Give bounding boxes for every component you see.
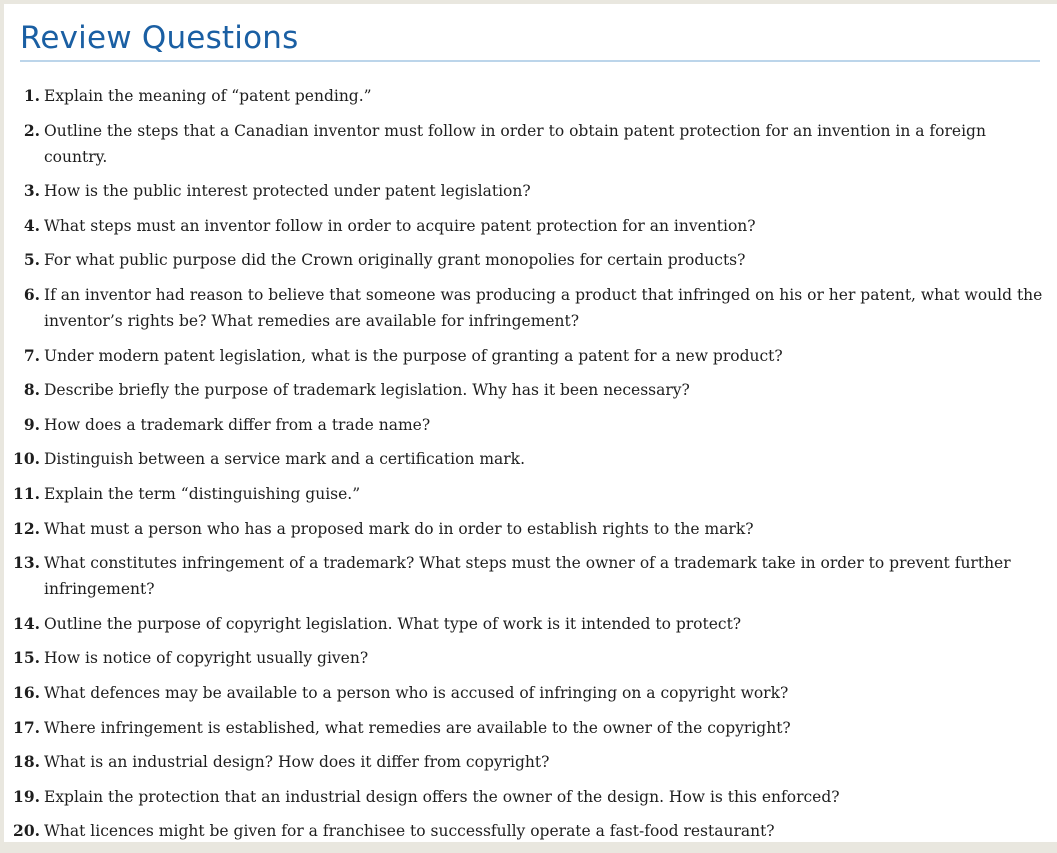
question-number: 5. xyxy=(23,250,40,270)
question-item xyxy=(4,412,1054,438)
question-item xyxy=(4,178,1054,204)
question-text: What licences might be given for a franchisee to successfully operate a fast-food restaurant? xyxy=(44,822,775,841)
question-item xyxy=(4,611,1054,637)
question-number: 15. xyxy=(13,648,40,668)
question-text: How is notice of copyright usually given? xyxy=(44,649,369,668)
question-item xyxy=(4,247,1054,273)
question-number: 4. xyxy=(23,215,40,235)
question-number: 1. xyxy=(23,86,40,105)
review-questions-list xyxy=(4,83,1054,853)
question-text: How is the public interest protected under patent legislation? xyxy=(44,182,531,201)
question-number: 3. xyxy=(23,181,40,201)
question-item xyxy=(4,550,1054,602)
question-text: Where infringement is established, what remedies are available to the owner of the copyright? xyxy=(44,718,791,737)
question-item xyxy=(4,516,1054,542)
question-text: Distinguish between a service mark and a certification mark. xyxy=(44,450,525,469)
question-number: 19. xyxy=(13,786,40,806)
question-number: 6. xyxy=(23,284,40,304)
question-item xyxy=(4,446,1054,472)
question-text: Describe briefly the purpose of trademark legislation. Why has it been necessary? xyxy=(44,381,690,400)
question-item xyxy=(4,481,1054,507)
question-number: 10. xyxy=(13,449,40,469)
question-item xyxy=(4,343,1054,369)
question-item xyxy=(4,377,1054,403)
question-number: 13. xyxy=(13,553,40,573)
question-text: Explain the protection that an industrial design offers the owner of the design. How is this enforced? xyxy=(44,787,840,806)
question-number: 7. xyxy=(23,345,40,365)
document-page xyxy=(4,4,1057,842)
section-title: Review Questions xyxy=(20,20,299,56)
question-item xyxy=(4,118,1054,170)
question-item xyxy=(4,680,1054,706)
question-item xyxy=(4,749,1054,775)
question-text: Explain the meaning of “patent pending.” xyxy=(44,87,372,105)
question-text: Explain the term “distinguishing guise.” xyxy=(44,484,361,503)
question-item xyxy=(4,282,1054,334)
question-text: What steps must an inventor follow in order to acquire patent protection for an invention? xyxy=(44,216,756,235)
question-text: What must a person who has a proposed mark do in order to establish rights to the mark? xyxy=(44,519,754,538)
question-item xyxy=(4,213,1054,239)
question-text: How does a trademark differ from a trade name? xyxy=(44,415,431,434)
question-number: 18. xyxy=(13,752,40,772)
question-item xyxy=(4,645,1054,671)
question-number: 11. xyxy=(13,483,40,503)
question-number: 20. xyxy=(13,821,40,841)
title-divider xyxy=(20,60,1040,62)
question-text: What defences may be available to a person who is accused of infringing on a copyright work? xyxy=(44,683,789,702)
question-number: 16. xyxy=(13,682,40,702)
question-text: Outline the steps that a Canadian inventor must follow in order to obtain patent protection for an invention in a foreign country. xyxy=(44,121,986,166)
question-text: For what public purpose did the Crown originally grant monopolies for certain products? xyxy=(44,251,746,270)
question-item xyxy=(4,784,1054,810)
question-number: 2. xyxy=(23,120,40,140)
question-item xyxy=(4,818,1054,844)
question-number: 17. xyxy=(13,717,40,737)
question-number: 9. xyxy=(23,414,40,434)
question-item xyxy=(4,83,1054,109)
question-text: What is an industrial design? How does it differ from copyright? xyxy=(44,753,550,772)
question-text: If an inventor had reason to believe that someone was producing a product that infringed on his or her patent, what would the inventor’s rights be? What remedies are available for infringement? xyxy=(44,285,1043,330)
question-text: Under modern patent legislation, what is the purpose of granting a patent for a new product? xyxy=(44,346,783,365)
question-text: What constitutes infringement of a trademark? What steps must the owner of a trademark take in order to prevent further infringement? xyxy=(44,554,1011,599)
question-text: Outline the purpose of copyright legislation. What type of work is it intended to protect? xyxy=(44,614,742,633)
question-number: 8. xyxy=(23,380,40,400)
question-number: 14. xyxy=(13,613,40,633)
question-item xyxy=(4,715,1054,741)
question-number: 12. xyxy=(13,518,40,538)
